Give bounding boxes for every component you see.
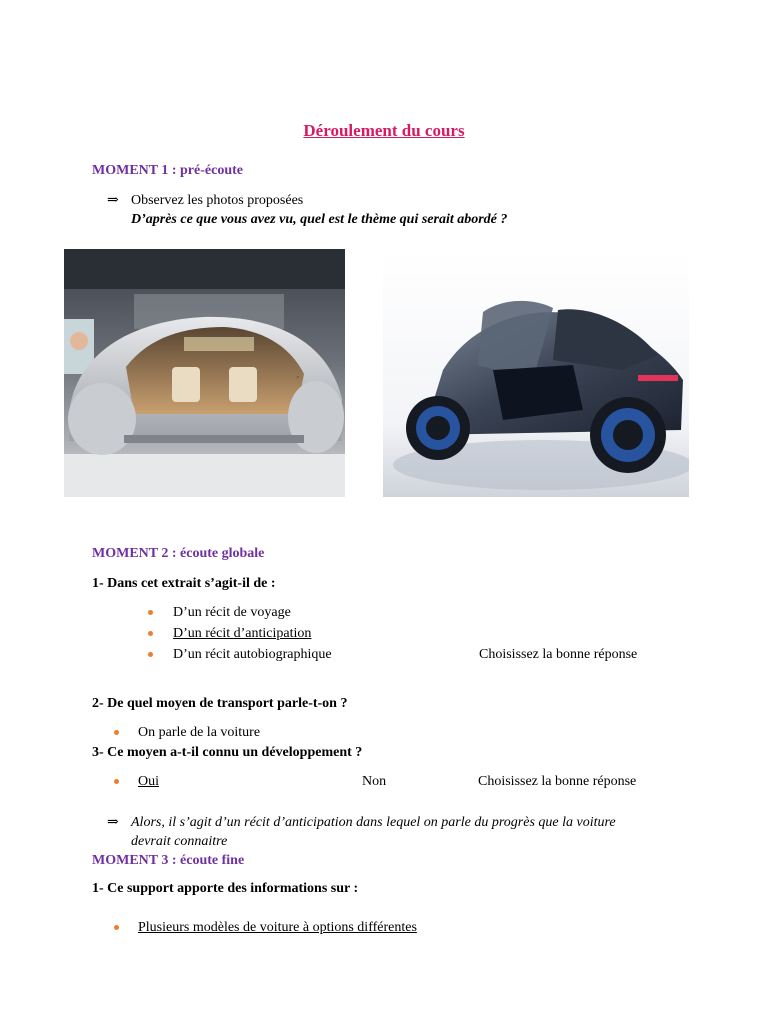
moment-2-question-3: 3- Ce moyen a-t-il connu un développement ? [92, 745, 363, 760]
option-anticipation-story: D’un récit d’anticipation [173, 626, 312, 641]
conclusion-line-2: devrait connaitre [131, 834, 228, 849]
option-travel-story: D’un récit de voyage [173, 605, 291, 620]
bullet-icon [148, 610, 153, 615]
page-title: Déroulement du cours [303, 121, 465, 140]
moment-1-question: D’après ce que vous avez vu, quel est le thème qui serait abordé ? [131, 212, 508, 227]
option-no: Non [362, 774, 387, 789]
moment-3-answer: Plusieurs modèles de voiture à options différentes [138, 920, 417, 935]
moment-3-heading: MOMENT 3 : écoute fine [92, 853, 245, 868]
arrow-icon: ⇒ [107, 193, 119, 208]
moment-2-question-1: 1- Dans cet extrait s’agit-il de : [92, 576, 276, 591]
option-autobiographical-story: D’un récit autobiographique [173, 647, 332, 662]
option-yes: Oui [138, 774, 159, 789]
bullet-icon [114, 925, 119, 930]
futuristic-car-photo [383, 250, 689, 497]
bullet-icon [114, 730, 119, 735]
question-3-hint: Choisissez la bonne réponse [478, 774, 637, 789]
question-2-answer: On parle de la voiture [138, 725, 261, 740]
moment-1-heading: MOMENT 1 : pré-écoute [92, 163, 243, 178]
moment-1-instruction: Observez les photos proposées [131, 193, 304, 208]
conclusion-line-1: Alors, il s’agit d’un récit d’anticipation dans lequel on parle du progrès que la voiture [131, 815, 616, 830]
question-1-hint: Choisissez la bonne réponse [479, 647, 638, 662]
bullet-icon [114, 779, 119, 784]
svg-text:»: » [296, 374, 300, 381]
concept-car-interior-photo [64, 249, 345, 497]
arrow-icon: ⇒ [107, 815, 119, 830]
moment-3-question-1: 1- Ce support apporte des informations sur : [92, 881, 359, 896]
moment-2-heading: MOMENT 2 : écoute globale [92, 546, 265, 561]
bullet-icon [148, 652, 153, 657]
moment-2-question-2: 2- De quel moyen de transport parle-t-on ? [92, 696, 348, 711]
bullet-icon [148, 631, 153, 636]
